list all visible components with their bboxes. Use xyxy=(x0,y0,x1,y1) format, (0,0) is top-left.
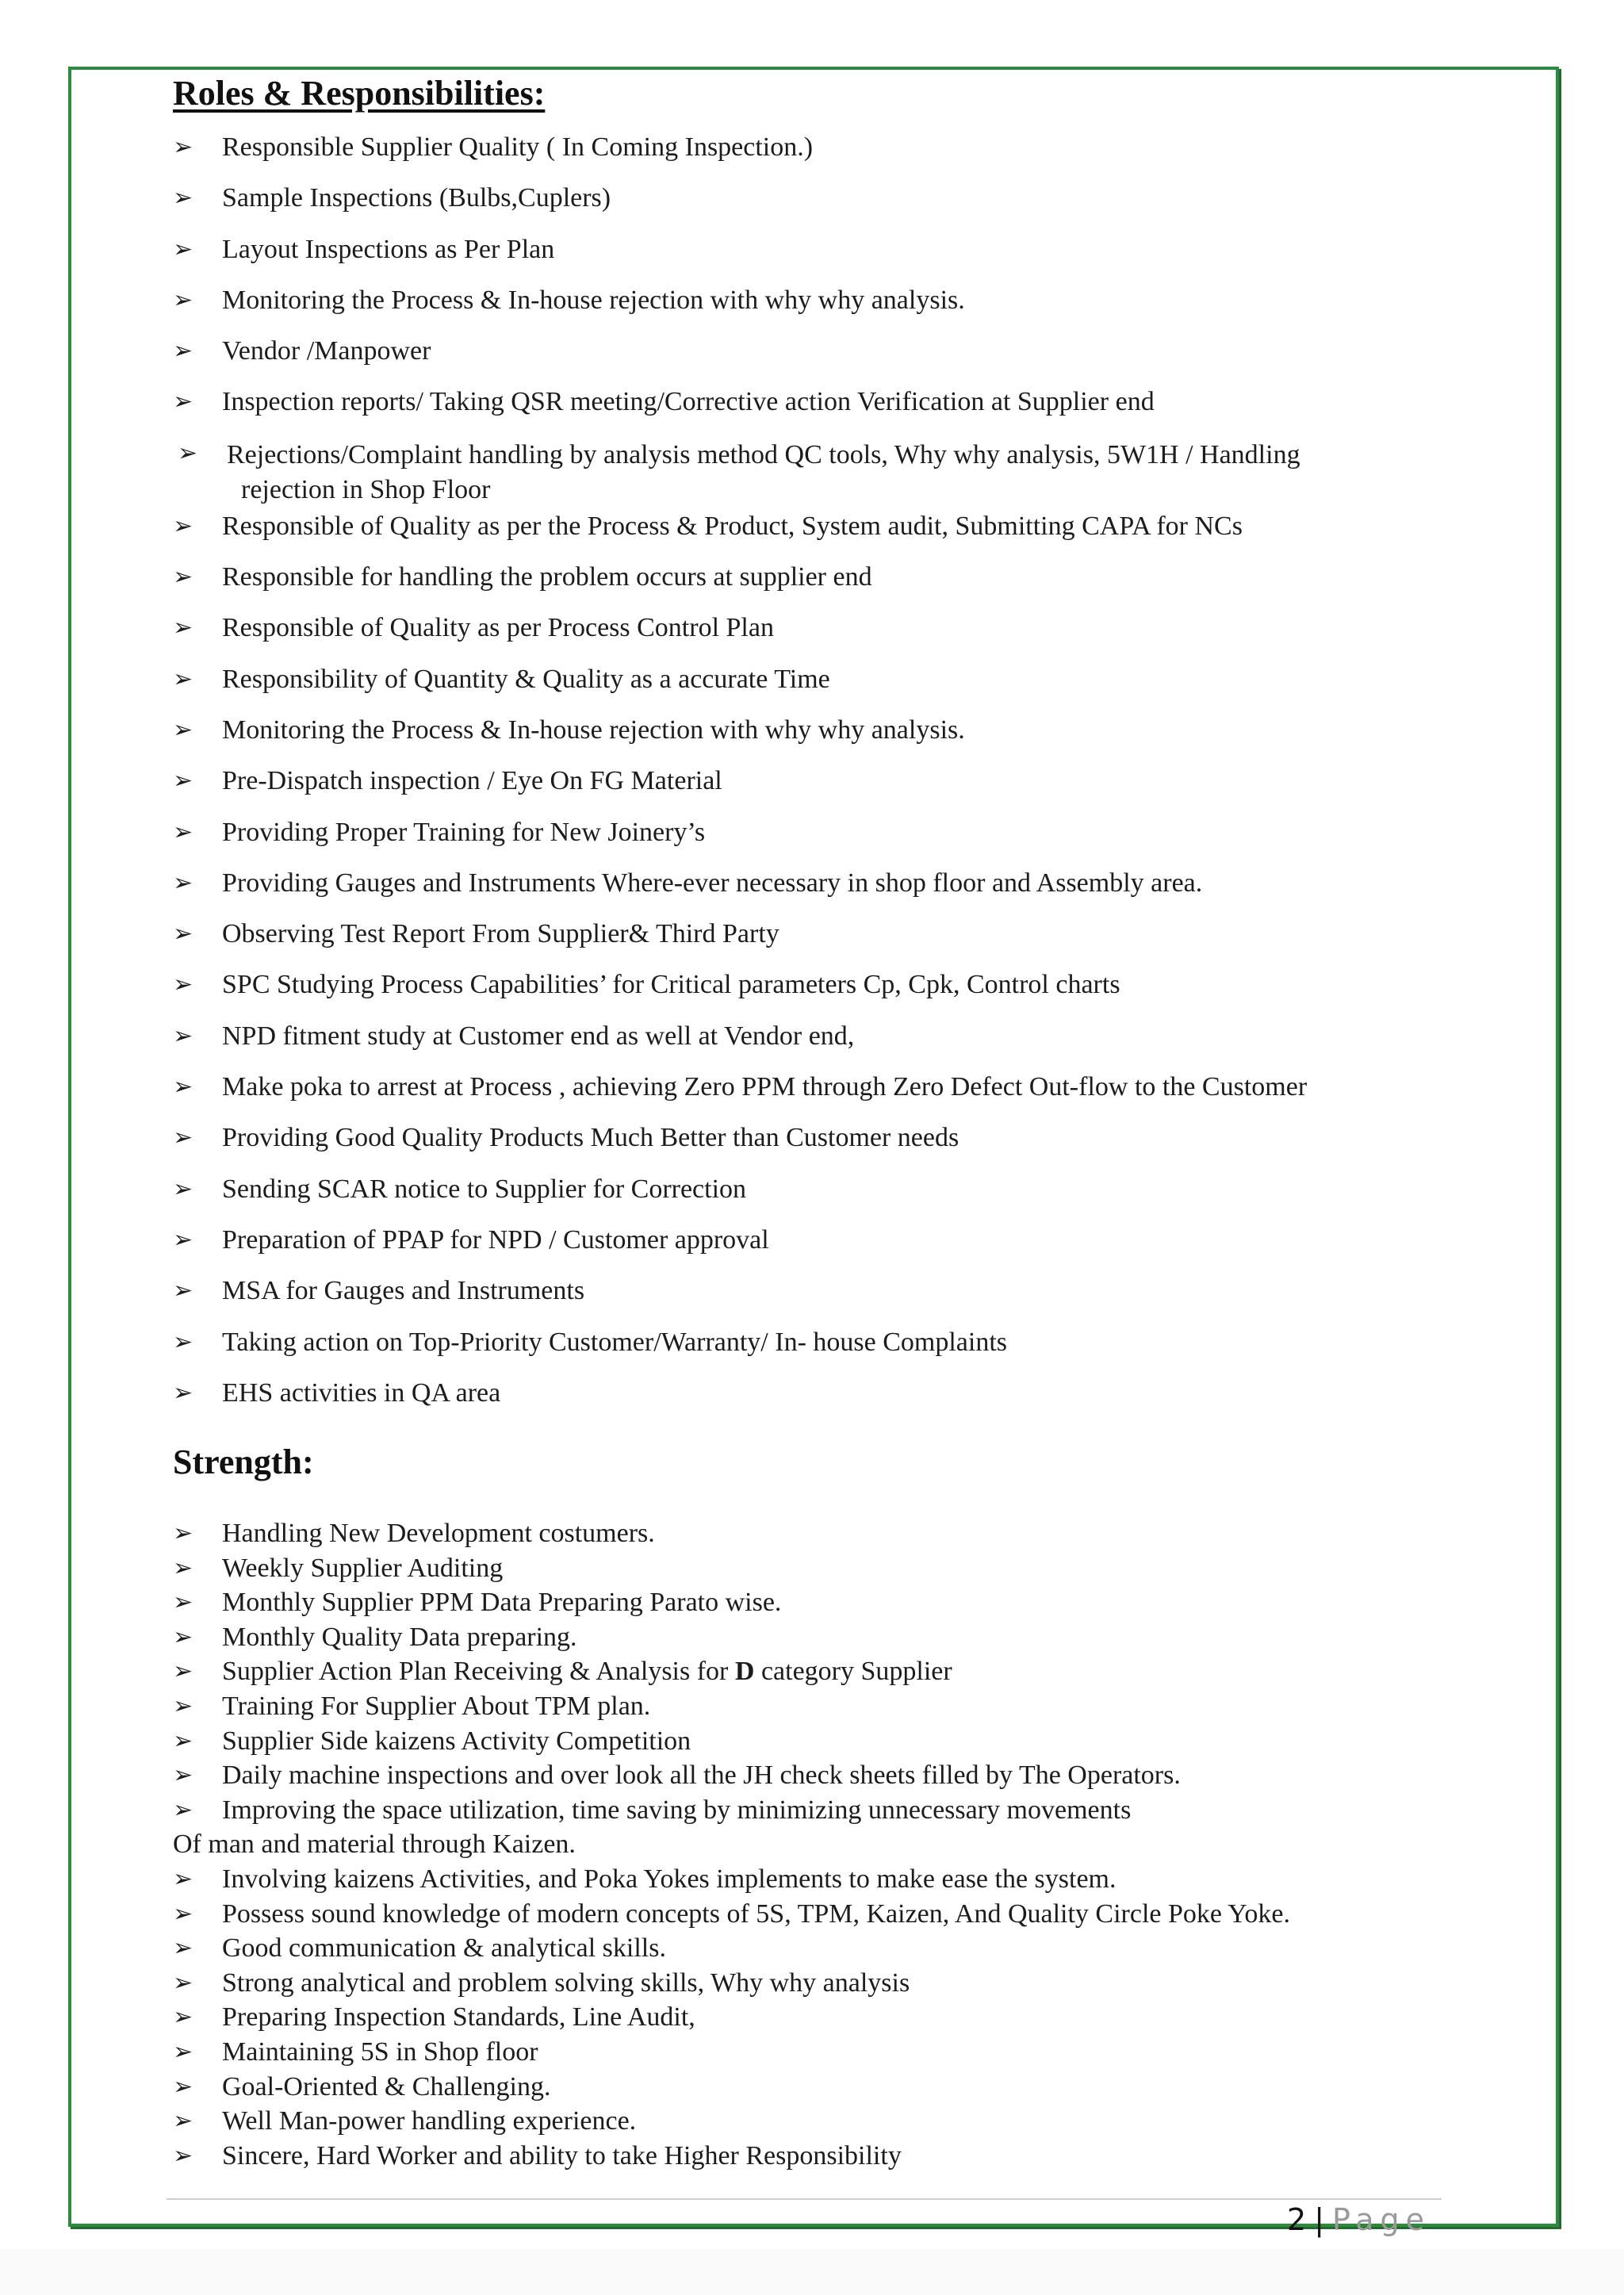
arrowhead-bullet-icon: ➢ xyxy=(173,767,193,795)
list-item: ➢ Responsible of Quality as per the Process & Product, System audit, Submitting CAPA for NCs xyxy=(173,511,1243,541)
list-item: ➢ Layout Inspections as Per Plan xyxy=(173,234,555,264)
list-item: ➢ Involving kaizens Activities, and Poka Yokes implements to make ease the system. xyxy=(173,1862,1442,1897)
list-item: ➢ Providing Gauges and Instruments Where-ever necessary in shop floor and Assembly area. xyxy=(173,868,1203,898)
list-item: ➢ Vendor /Manpower xyxy=(173,336,431,366)
strength-heading: Strength: xyxy=(173,1443,314,1481)
list-item: ➢ Monthly Supplier PPM Data Preparing Parato wise. xyxy=(173,1585,1442,1620)
list-item: ➢ NPD fitment study at Customer end as well at Vendor end, xyxy=(173,1021,855,1051)
arrowhead-bullet-icon: ➢ xyxy=(173,1761,193,1790)
arrowhead-bullet-icon: ➢ xyxy=(173,1934,193,1963)
list-item: ➢ Handling New Development costumers. xyxy=(173,1516,1442,1551)
arrowhead-bullet-icon: ➢ xyxy=(173,665,193,693)
footer-divider xyxy=(167,2198,1442,2200)
arrowhead-bullet-icon: ➢ xyxy=(173,1277,193,1305)
list-item: ➢ Supplier Action Plan Receiving & Analysis for D category Supplier xyxy=(173,1654,1442,1689)
list-item: ➢ Responsible Supplier Quality ( In Coming Inspection.) xyxy=(173,132,814,162)
page-bottom-margin xyxy=(0,2249,1624,2295)
arrowhead-bullet-icon: ➢ xyxy=(173,1623,193,1651)
list-item: ➢ MSA for Gauges and Instruments xyxy=(173,1276,585,1306)
list-item: ➢ Providing Proper Training for New Joinery’s xyxy=(173,817,706,847)
list-item: ➢ Preparation of PPAP for NPD / Customer approval xyxy=(173,1224,769,1255)
list-item: ➢ Providing Good Quality Products Much Better than Customer needs xyxy=(173,1123,959,1153)
list-item: ➢ SPC Studying Process Capabilities’ for Critical parameters Cp, Cpk, Control charts xyxy=(173,970,1120,1000)
list-item: ➢ Inspection reports/ Taking QSR meeting/Corrective action Verification at Supplier end xyxy=(173,387,1155,417)
arrowhead-bullet-icon: ➢ xyxy=(173,235,193,263)
arrowhead-bullet-icon: ➢ xyxy=(173,2107,193,2136)
arrowhead-bullet-icon: ➢ xyxy=(173,1968,193,1997)
list-item: ➢ Weekly Supplier Auditing xyxy=(173,1551,1442,1586)
arrowhead-bullet-icon: ➢ xyxy=(173,614,193,642)
arrowhead-bullet-icon: ➢ xyxy=(173,1864,193,1893)
page-number: 2 xyxy=(1287,2202,1310,2237)
arrowhead-bullet-icon: ➢ xyxy=(173,2003,193,2032)
strength-list xyxy=(173,1516,1442,2173)
list-item: ➢ Make poka to arrest at Process , achieving Zero PPM through Zero Defect Out-flow to the Customer xyxy=(173,1072,1308,1102)
arrowhead-bullet-icon: ➢ xyxy=(173,1692,193,1720)
list-item: ➢ Responsible for handling the problem occurs at supplier end xyxy=(173,562,872,592)
page-label: Page xyxy=(1332,2202,1431,2237)
list-item: ➢ Monthly Quality Data preparing. xyxy=(173,1620,1442,1655)
arrowhead-bullet-icon: ➢ xyxy=(173,1726,193,1755)
list-item: ➢ Responsible of Quality as per Process Control Plan xyxy=(173,613,774,643)
arrowhead-bullet-icon: ➢ xyxy=(178,439,198,467)
arrowhead-bullet-icon: ➢ xyxy=(173,868,193,897)
arrowhead-bullet-icon: ➢ xyxy=(173,1795,193,1824)
arrowhead-bullet-icon: ➢ xyxy=(173,1328,193,1356)
arrowhead-bullet-icon: ➢ xyxy=(173,1657,193,1686)
list-item: ➢ Supplier Side kaizens Activity Competition xyxy=(173,1724,1442,1759)
arrowhead-bullet-icon: ➢ xyxy=(173,1174,193,1203)
list-item: ➢ Preparing Inspection Standards, Line Audit, xyxy=(173,2000,1442,2035)
arrowhead-bullet-icon: ➢ xyxy=(173,388,193,416)
list-item: ➢ Training For Supplier About TPM plan. xyxy=(173,1689,1442,1724)
arrowhead-bullet-icon: ➢ xyxy=(173,2037,193,2066)
arrowhead-bullet-icon: ➢ xyxy=(173,511,193,540)
list-item: ➢ Possess sound knowledge of modern concepts of 5S, TPM, Kaizen, And Quality Circle Poke Yoke. xyxy=(173,1897,1442,1932)
arrowhead-bullet-icon: ➢ xyxy=(173,1073,193,1102)
list-item: ➢ Responsibility of Quantity & Quality as a accurate Time xyxy=(173,664,830,694)
arrowhead-bullet-icon: ➢ xyxy=(173,133,193,161)
arrowhead-bullet-icon: ➢ xyxy=(173,818,193,846)
arrowhead-bullet-icon: ➢ xyxy=(173,1124,193,1152)
page-footer xyxy=(1287,2201,1431,2238)
arrowhead-bullet-icon: ➢ xyxy=(173,2072,193,2101)
arrowhead-bullet-icon: ➢ xyxy=(173,1225,193,1254)
arrowhead-bullet-icon: ➢ xyxy=(173,285,193,314)
arrowhead-bullet-icon: ➢ xyxy=(173,184,193,213)
list-item-continuation: Of man and material through Kaizen. xyxy=(173,1829,576,1860)
arrowhead-bullet-icon: ➢ xyxy=(173,1519,193,1547)
arrowhead-bullet-icon: ➢ xyxy=(173,971,193,999)
roles-list xyxy=(173,132,1442,1428)
footer-separator: | xyxy=(1314,2202,1327,2237)
list-item: ➢ Maintaining 5S in Shop floor xyxy=(173,2035,1442,2070)
list-item: ➢ Pre-Dispatch inspection / Eye On FG Material xyxy=(173,766,722,796)
list-item: ➢ Sincere, Hard Worker and ability to take Higher Responsibility xyxy=(173,2139,1442,2174)
arrowhead-bullet-icon: ➢ xyxy=(173,715,193,744)
arrowhead-bullet-icon: ➢ xyxy=(173,337,193,366)
list-item: ➢ Well Man-power handling experience. xyxy=(173,2104,1442,2139)
list-item: ➢ Daily machine inspections and over look all the JH check sheets filled by The Operators. xyxy=(173,1758,1442,1793)
list-item: ➢ Taking action on Top-Priority Customer/Warranty/ In- house Complaints xyxy=(173,1327,1008,1357)
list-item: ➢ Monitoring the Process & In-house rejection with why why analysis. xyxy=(173,715,965,745)
list-item: ➢ Observing Test Report From Supplier& Third Party xyxy=(173,919,779,949)
list-item: ➢ Strong analytical and problem solving skills, Why why analysis xyxy=(173,1966,1442,2001)
roles-heading: Roles & Responsibilities: xyxy=(173,74,546,113)
list-item: ➢ Sending SCAR notice to Supplier for Correction xyxy=(173,1174,747,1204)
arrowhead-bullet-icon: ➢ xyxy=(173,920,193,948)
arrowhead-bullet-icon: ➢ xyxy=(173,1588,193,1617)
list-item: ➢ Monitoring the Process & In-house rejection with why why analysis. xyxy=(173,285,965,315)
arrowhead-bullet-icon: ➢ xyxy=(173,1378,193,1407)
list-item: ➢ EHS activities in QA area xyxy=(173,1377,501,1408)
list-item: ➢ Improving the space utilization, time saving by minimizing unnecessary movements xyxy=(173,1793,1442,1828)
arrowhead-bullet-icon: ➢ xyxy=(173,563,193,592)
list-item: ➢ Sample Inspections (Bulbs,Cuplers) xyxy=(173,183,611,213)
list-item: ➢ Goal-Oriented & Challenging. xyxy=(173,2070,1442,2105)
list-item: ➢ Rejections/Complaint handling by analysis method QC tools, Why why analysis, 5W1H / Handling rejection in Shop Floor xyxy=(178,439,1300,504)
arrowhead-bullet-icon: ➢ xyxy=(173,1899,193,1928)
arrowhead-bullet-icon: ➢ xyxy=(173,1021,193,1050)
arrowhead-bullet-icon: ➢ xyxy=(173,2141,193,2170)
list-item: ➢ Good communication & analytical skills. xyxy=(173,1931,1442,1966)
arrowhead-bullet-icon: ➢ xyxy=(173,1554,193,1582)
